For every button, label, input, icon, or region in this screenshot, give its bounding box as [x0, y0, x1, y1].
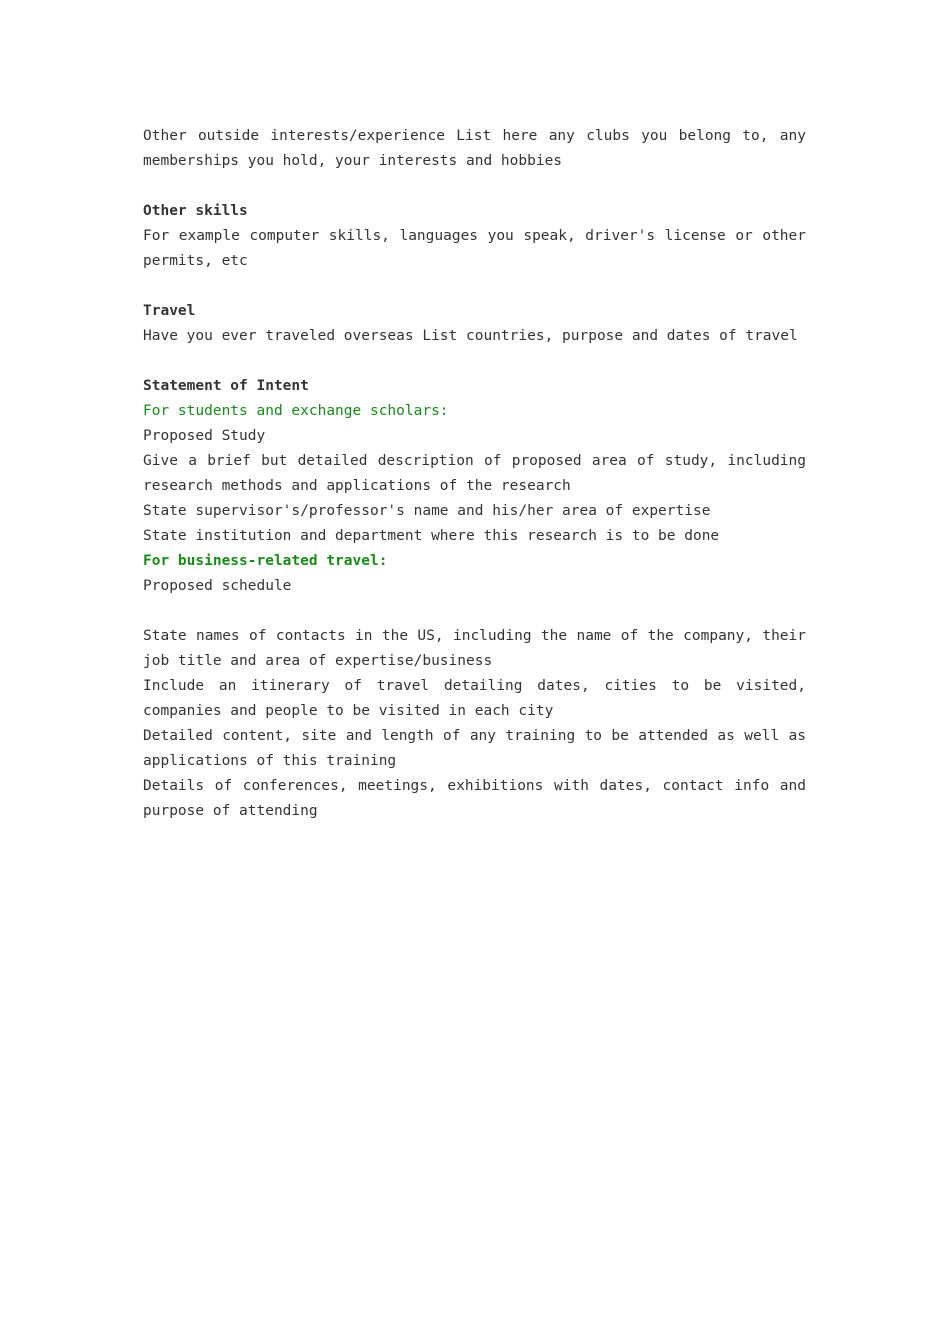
spacer	[143, 274, 806, 299]
business-item: Details of conferences, meetings, exhibitions with dates, contact info and purpose of attending	[143, 778, 806, 819]
students-item: State institution and department where this research is to be done	[143, 528, 720, 544]
business-item: Include an itinerary of travel detailing dates, cities to be visited, companies and people to be visited in each city	[143, 678, 806, 719]
business-subheading: For business-related travel:	[143, 553, 388, 569]
students-item: State supervisor's/professor's name and his/her area of expertise	[143, 503, 711, 519]
business-schedule-label: Proposed schedule	[143, 578, 292, 594]
travel-text: Have you ever traveled overseas List countries, purpose and dates of travel	[143, 328, 798, 344]
other-skills-text: For example computer skills, languages you speak, driver's license or other permits, etc	[143, 228, 806, 269]
students-item: Give a brief but detailed description of proposed area of study, including research methods and applications of the research	[143, 453, 806, 494]
business-item: State names of contacts in the US, including the name of the company, their job title and area of expertise/business	[143, 628, 806, 669]
spacer	[143, 174, 806, 199]
other-skills-heading: Other skills	[143, 203, 248, 219]
document-page	[143, 124, 806, 824]
spacer	[143, 349, 806, 374]
business-item: Detailed content, site and length of any training to be attended as well as applications of this training	[143, 728, 806, 769]
statement-of-intent-heading: Statement of Intent	[143, 378, 309, 394]
students-item: Proposed Study	[143, 428, 266, 444]
spacer	[143, 599, 806, 624]
outside-interests-text: Other outside interests/experience List here any clubs you belong to, any memberships you hold, your interests and hobbies	[143, 128, 806, 169]
students-subheading: For students and exchange scholars:	[143, 403, 449, 419]
travel-heading: Travel	[143, 303, 196, 319]
